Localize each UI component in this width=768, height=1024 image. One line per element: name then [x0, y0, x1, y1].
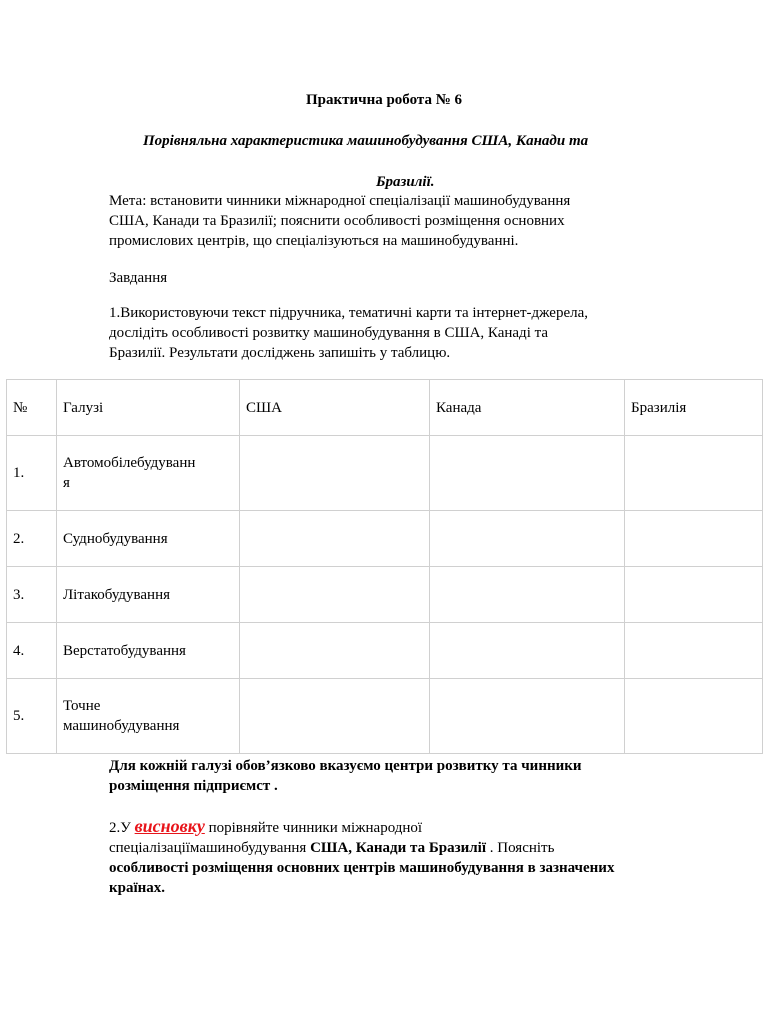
note-line: Для кожній галузі обов’язково вказуємо центри розвитку та чинники [109, 758, 582, 774]
cell-brazil[interactable] [625, 511, 763, 567]
row-industry: Верстатобудування [57, 623, 240, 679]
task2-line2a: спеціалізаціїмашинобудування [109, 840, 307, 856]
row-number: 4. [7, 623, 57, 679]
cell-canada[interactable] [430, 511, 625, 567]
row-industry [57, 679, 240, 754]
goal-line: промислових центрів, що спеціалізуються на машинобудуванні. [109, 233, 519, 249]
cell-usa[interactable] [240, 623, 430, 679]
table-row [7, 679, 763, 754]
task2-prefix: 2.У [109, 820, 135, 836]
note-paragraph [109, 756, 709, 796]
row-number: 5. [7, 679, 57, 754]
task2-line-3: особливості розміщення основних центрів машинобудування в зазначених [109, 860, 615, 876]
subtitle-line-2: Бразилії. [376, 174, 435, 190]
header-cell-industry: Галузі [57, 380, 240, 436]
goal-line: США, Канади та Бразилії; пояснити особливості розміщення основних [109, 213, 565, 229]
header-cell-usa: США [240, 380, 430, 436]
cell-usa[interactable] [240, 679, 430, 754]
industry-line: Точне [63, 698, 101, 714]
table-row [7, 511, 763, 567]
row-industry [57, 436, 240, 511]
task1-line: дослідіть особливості розвитку машинобудування в США, Канаді та [109, 325, 549, 341]
table-row [7, 436, 763, 511]
goal-line: Мета: встановити чинники міжнародної спеціалізації машинобудування [109, 193, 571, 209]
task2-line-1 [109, 816, 709, 838]
row-industry: Літакобудування [57, 567, 240, 623]
industry-line: я [63, 475, 70, 491]
row-number: 2. [7, 511, 57, 567]
table-row [7, 623, 763, 679]
cell-canada[interactable] [430, 436, 625, 511]
note-line: розміщення підприємст . [109, 778, 278, 794]
goal-paragraph [109, 191, 709, 251]
task1-line: 1.Використовуючи текст підручника, тематичні карти та інтернет-джерела, [109, 305, 589, 321]
cell-brazil[interactable] [625, 567, 763, 623]
task2-line2c: . Поясніть [486, 840, 555, 856]
task2-line1-rest: порівняйте чинники міжнародної [204, 820, 423, 836]
subtitle-line-1: Порівняльна характеристика машинобудування США, Канади та [143, 133, 589, 149]
industry-line: Автомобілебудуванн [63, 455, 196, 471]
row-industry: Суднобудування [57, 511, 240, 567]
task2-line-4: країнах. [109, 880, 166, 896]
row-number: 1. [7, 436, 57, 511]
task-heading: Завдання [109, 270, 168, 286]
table-header-row [7, 380, 763, 436]
row-number: 3. [7, 567, 57, 623]
header-cell-canada: Канада [430, 380, 625, 436]
task1-line: Бразилії. Результати досліджень запишіть у таблицю. [109, 345, 451, 361]
cell-brazil[interactable] [625, 436, 763, 511]
task1-paragraph [109, 303, 709, 363]
cell-canada[interactable] [430, 567, 625, 623]
comparison-table [6, 379, 763, 754]
cell-canada[interactable] [430, 623, 625, 679]
page-title: Практична робота № 6 [305, 92, 463, 108]
cell-brazil[interactable] [625, 623, 763, 679]
cell-usa[interactable] [240, 511, 430, 567]
header-cell-brazil: Бразилія [625, 380, 763, 436]
task2-line2b: США, Канади та Бразилії [306, 840, 486, 856]
task2-line-2 [109, 838, 709, 858]
task2-paragraph [109, 816, 709, 898]
cell-usa[interactable] [240, 436, 430, 511]
cell-usa[interactable] [240, 567, 430, 623]
table-row [7, 567, 763, 623]
cell-canada[interactable] [430, 679, 625, 754]
conclusion-highlight: висновку [134, 816, 205, 836]
cell-brazil[interactable] [625, 679, 763, 754]
industry-line: машинобудування [63, 718, 180, 734]
header-cell-number: № [7, 380, 57, 436]
